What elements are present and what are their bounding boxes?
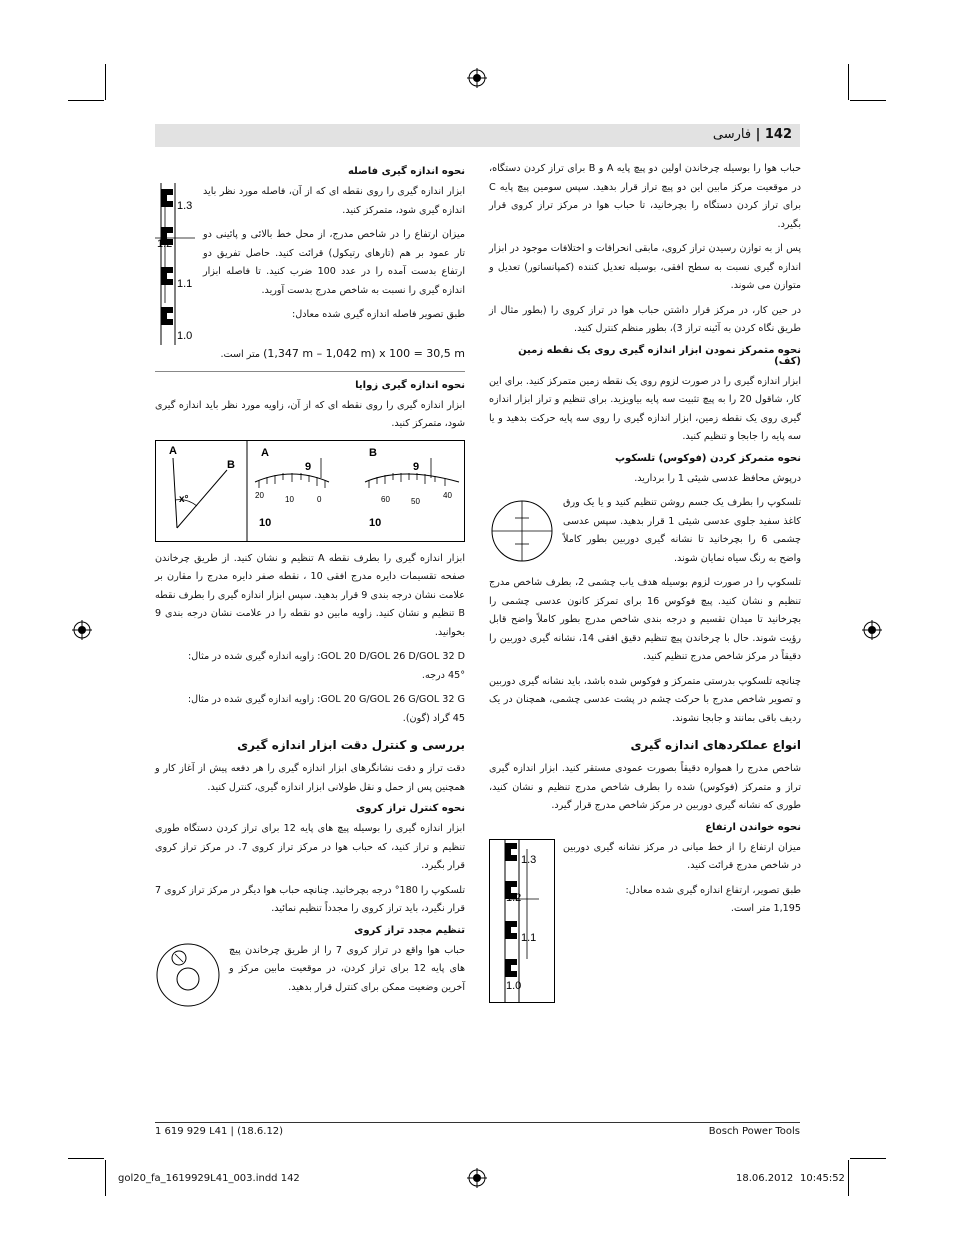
crop-mark [68,100,104,101]
scale-label: 60 [381,494,390,504]
registration-mark-icon [467,68,487,88]
paragraph: شاخص مدرج را همواره دقیقاً بصورت عمودی مستقر کنید. ابزار اندازه گیری تراز و متمرکز (فوکوس) شده را بطرف شاخص مدرج تنظیم و نشان کنید، طوری که نشانه گیری دوربین در مرکز شاخص مدرج قرار گیرد. [489,763,801,811]
registration-mark-icon [862,620,882,640]
paragraph: تلسکوپ را بطرف یک جسم روشن تنظیم کنید و یا یک ورق کاغذ سفید جلوی عدسی شیئی 1 قرار بدهید. سپس عدسی چشمی 6 را بچرخانید تا نشانه گیری دوربین بطور کاملاً واضح به رنگ سیاه نمایان شوند. [563,497,801,564]
language-label: فارسی [712,127,752,142]
brand-label: Bosch Power Tools [708,1126,800,1137]
crop-mark [848,64,849,100]
circular-level-icon [155,942,221,1008]
paragraph: 45° درجه. [421,669,465,681]
reticle-icon [489,498,555,564]
section-heading: نحوه متمرکز کردن (فوکوس) تلسکوپ [615,452,801,464]
leveling-rod-figure [489,839,555,1003]
paragraph: ابزار اندازه گیری را روی نقطه ای که از آن، زاویه مورد نظر باید اندازه گیری شود، متمرکز کنید. [155,399,465,429]
angle-figure [155,440,465,542]
leveling-rod-figure [155,183,195,345]
scale-label: 20 [255,490,264,500]
paragraph: دقت تراز و دقت نشانگرهای ابزار اندازه گیری را هر دفعه پیش از آغاز کار و همچنین پس از حمل و نقل طولانی ابزار اندازه گیری، کنترل کنید. [155,763,465,793]
paragraph: طبق تصویر فاصله اندازه گیری شده معادل: [292,309,465,320]
paragraph: 45 گراد (گون). [402,712,465,724]
crop-mark [105,64,106,100]
paragraph: GOL 20 D/GOL 26 D/GOL 32 D: زاویه اندازه گیری شده در مثال: [188,651,465,662]
paragraph: میزان ارتفاع را در شاخص مدرج، از محل خط بالائی و پائینی دو تار عمود بر هم (تارهای رتیکول) قرائت کنید. حاصل تفریق دو ارتفاع بدست آمده را در عدد 100 ضرب کنید. تا فاصله ابزار اندازه گیری را نسبت به شاخص مدرج بدست آورید. [203,229,465,296]
scale-label: 50 [411,496,420,506]
paragraph: طبق تصویر، ارتفاع اندازه گیری شده معادل: [625,884,801,896]
print-date: 18.06.2012 [736,1173,794,1184]
paragraph: 1,195 متر است. [730,903,801,914]
rod-label: 1.1 [177,278,193,290]
section-heading: بررسی و کنترل دقت ابزار اندازه گیری [237,738,465,752]
doc-code: 1 619 929 L41 | (18.6.12) [155,1126,284,1137]
dial-a-label: A [261,446,269,459]
circle-10-label: 10 [369,516,382,529]
paragraph: چنانچه تلسکوپ بدرستی متمرکز و فوکوس شده باشد، باید نشانه گیری دوربین و تصویر شاخص مدرج با حرکت چشم در پشت عدسی چشمی، همچنان در یک ردیف باقی بمانند و جابجا نشوند. [489,675,801,724]
paragraph: حباب هوا را بوسیله چرخاندن اولین دو پیچ پایه A و B برای تراز کردن دستگاه، در موقعیت مرکز مابین این دو پیچ تراز قرار بدهید. سپس سومین پیچ پایه C برای تراز کردن دستگاه را بچرخانید، تا حباب هوا در مرکز تراز کروی قرار بگیرد. [489,163,802,230]
distance-block [155,183,465,345]
circle-10-label: 10 [259,516,272,529]
paragraph: درپوش محافظ عدسی شیئی 1 را بردارید. [634,472,801,484]
footer-rule [155,1122,800,1123]
crop-mark [105,1160,106,1196]
index-9-label: 9 [413,460,420,473]
angle-x-label: x° [179,493,189,505]
paragraph: تلسکوپ را 180° درجه بچرخانید. چنانچه حباب هوا دیگر در مرکز تراز کروی 7 قرار نگیرد، باید تراز کروی را مجدداً تنظیم نمائید. [155,884,465,914]
paragraph: میزان ارتفاع را از خط میانی در مرکز نشانه گیری دوربین در شاخص مدرج قرائت کنید. [563,841,801,871]
dial-b-label: B [369,446,377,459]
section-heading: تنظیم مجدد تراز کروی [354,924,465,936]
height-block [489,839,801,1003]
registration-mark-icon [72,620,92,640]
divider [155,371,465,372]
formula-suffix: متر است. [220,349,261,360]
scale-label: 0 [317,494,322,504]
page-number: 142 [764,127,792,142]
rod-label: 1.0 [177,330,193,342]
paragraph: ابزار اندازه گیری را بطرف نقطه A تنظیم و نشان کنید. از طریق چرخاندن صفحه تقسیمات دایره مدرج افقی 10 ، نقطه صفر دایره مدرج را مقارن بر علامت نشان درجه بندی 9 قرار بدهید. سپس ابزار اندازه گیری را بطرف نقطه B تنظیم و نشان کنید. زاویه مابین دو نقطه را در علامت نشان درجه بندی 9 بخوانید. [155,552,466,638]
focus-block [489,494,801,574]
distance-formula: (1,347 m – 1,042 m) x 100 = 30,5 m [263,347,465,360]
rod-label: 1.0 [506,979,522,992]
paragraph: GOL 20 G/GOL 26 G/GOL 32 G: زاویه اندازه گیری شده در مثال: [187,694,465,705]
crop-mark [68,1158,104,1159]
section-heading: انواع عملکردهای اندازه گیری [630,738,801,752]
crop-mark [850,1158,886,1159]
print-time: 10:45:52 [800,1173,845,1184]
paragraph: ابزار اندازه گیری را روی نقطه ای که از آن، فاصله مورد نظر باید اندازه گیری شود، متمرکز کنید. [203,186,465,216]
left-column [155,160,465,1008]
paragraph: پس از به توازن رسیدن تراز کروی، مابقی انحرافات و اختلافات موجود در ابزار اندازه گیری نسبت به سطح افقی، بوسیله تعدیل کننده (کمپانساتور) تعدیل و متوازن می شوند. [489,243,801,291]
readjust-block [155,942,465,1008]
paragraph: ابزار اندازه گیری را در صورت لزوم روی یک نقطه زمین متمرکز کنید. برای این کار، شاقول 20 را به پیچ تثبیت سه پایه بیاویزید. برای تنظیم و تراز ابزار اندازه گیری روی یک نقطه زمین، ابزار اندازه گیری را روی سه پایه حرکت بدهید و یا سه پایه را جابجا و تنظیم کنید. [489,375,801,442]
paragraph: حباب هوا واقع در تراز کروی 7 را از طریق چرخاندن پیچ های پایه 12 برای تراز کردن، در موقعیت مابین مرکز و آخرین وضعیت ممکن برای کنترل قرار بدهید. [229,944,465,993]
rod-label: 1.2 [157,238,173,250]
rod-label: 1.3 [177,200,193,212]
section-heading: نحوه خواندن ارتفاع [705,821,801,833]
file-name: gol20_fa_1619929L41_003.indd 142 [118,1173,300,1184]
point-b-label: B [227,458,235,471]
rod-label: 1.3 [521,853,537,866]
section-heading: نحوه کنترل تراز کروی [355,803,465,814]
page-header [155,124,800,147]
paragraph: ابزار اندازه گیری را بوسیله پیچ های پایه 12 برای تراز کردن دستگاه طوری تنظیم و تراز کنید، که حباب هوا در مرکز تراز کروی 7. در مرکز تراز کروی قرار بگیرد. [155,823,466,871]
page-header-label: 142 | فارسی [712,127,792,142]
section-heading: نحوه متمرکز نمودن ابزار اندازه گیری روی یک نقطه زمین (کف) [518,344,801,367]
scale-label: 10 [285,494,294,504]
rod-label: 1.2 [506,891,522,904]
paragraph: تلسکوپ را در صورت لزوم بوسیله هدف یاب چشمی 2، بطرف شاخص مدرج تنظیم و نشان کنید. پیچ فوکوس 16 برای تمرکز کانون عدسی چشمی را بچرخانید تا میدان تقسیم و درجه بندی شاخص مدرج بطور کاملاً واضح قابل رؤیت شوند. حال با چرخاندن پیچ تنظیم دقیق افقی 14، نشانه گیری دوربین را دقیقاً در مرکز شاخص مدرج تنظیم کنید. [489,577,801,662]
rod-label: 1.1 [521,931,537,944]
section-heading: نحوه اندازه گیری فاصله [347,166,465,177]
crop-mark [850,100,886,101]
point-a-label: A [169,444,177,457]
crop-mark [848,1160,849,1196]
distance-formula-line [155,345,465,365]
index-9-label: 9 [305,460,312,473]
scale-label: 40 [443,490,452,500]
section-heading: نحوه اندازه گیری زوایا [355,379,465,391]
registration-mark-icon [467,1168,487,1188]
paragraph: در حین کار، در مرکز قرار داشتن حباب هوا در تراز کروی را (بطور مثال از طریق نگاه کردن به آئینه تراز 3)، بطور منظم کنترل کنید. [489,304,801,334]
right-column [489,160,801,1003]
